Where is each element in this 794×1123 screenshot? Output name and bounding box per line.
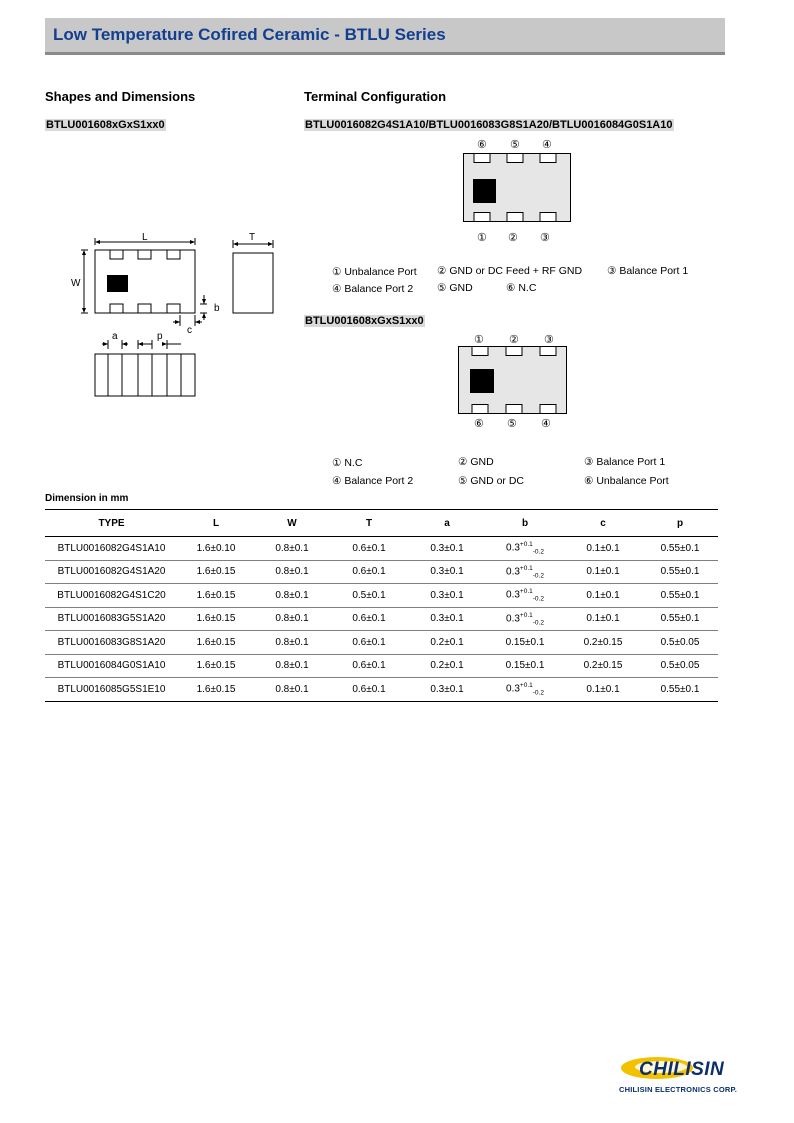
column-header: T — [330, 510, 408, 537]
column-header: b — [486, 510, 564, 537]
table-row — [45, 537, 718, 561]
table-cell: 0.15±0.1 — [486, 654, 564, 678]
table-cell: 0.55±0.1 — [642, 607, 718, 631]
table-cell: 0.6±0.1 — [330, 607, 408, 631]
table-cell: 0.55±0.1 — [642, 678, 718, 702]
config2-legend-item: ⑥ Unbalance Port — [584, 475, 669, 487]
table-cell: 0.1±0.1 — [564, 560, 642, 584]
config1-bottom-pin: ① — [477, 232, 487, 244]
table-row — [45, 631, 718, 655]
table-cell: 0.3±0.1 — [408, 607, 486, 631]
table-cell: 1.6±0.10 — [178, 537, 254, 561]
label-b: b — [214, 303, 220, 314]
config1-package — [463, 150, 573, 226]
label-p: p — [157, 331, 163, 342]
table-cell: BTLU0016083G5S1A20 — [45, 607, 178, 631]
page-header — [45, 18, 725, 55]
config1-legend-item: ⑥ N.C — [506, 282, 537, 294]
column-header: TYPE — [45, 510, 178, 537]
column-header: p — [642, 510, 718, 537]
label-c: c — [187, 325, 192, 336]
table-cell: 0.8±0.1 — [254, 631, 330, 655]
config1-legend-item: ④ Balance Port 2 — [332, 283, 414, 295]
table-cell: BTLU0016082G4S1A20 — [45, 560, 178, 584]
config2-top-pin: ③ — [544, 334, 554, 346]
terminal-title: Terminal Configuration — [304, 89, 447, 104]
dimension-caption: Dimension in mm — [45, 493, 129, 504]
table-cell: 1.6±0.15 — [178, 631, 254, 655]
table-cell: $0.3^{+0.1}_{-0.2}$ — [486, 560, 564, 584]
table-cell: 1.6±0.15 — [178, 654, 254, 678]
logo-wordmark: CHILISIN — [639, 1059, 725, 1080]
table-cell: 0.2±0.1 — [408, 631, 486, 655]
table-cell: 0.6±0.1 — [330, 537, 408, 561]
column-header: c — [564, 510, 642, 537]
table-cell: 0.2±0.15 — [564, 631, 642, 655]
table-cell: 0.1±0.1 — [564, 584, 642, 608]
table-cell: 0.3±0.1 — [408, 560, 486, 584]
table-cell: BTLU0016084G0S1A10 — [45, 654, 178, 678]
table-cell: 0.8±0.1 — [254, 584, 330, 608]
component-side-view — [233, 253, 273, 313]
config2-top-pin: ② — [509, 334, 519, 346]
config1-top-pin: ⑤ — [510, 139, 520, 151]
shapes-title: Shapes and Dimensions — [45, 89, 196, 104]
config2-bottom-pin: ⑥ — [474, 418, 484, 430]
config1-bottom-pin: ③ — [540, 232, 550, 244]
config1-legend-item: ③ Balance Port 1 — [607, 265, 689, 277]
table-cell: BTLU0016083G8S1A20 — [45, 631, 178, 655]
table-cell: 0.6±0.1 — [330, 678, 408, 702]
table-cell: 1.6±0.15 — [178, 560, 254, 584]
config1-bottom-pin: ② — [508, 232, 518, 244]
table-cell: $0.3^{+0.1}_{-0.2}$ — [486, 537, 564, 561]
table-cell: 0.8±0.1 — [254, 607, 330, 631]
config2-legend-item: ① N.C — [332, 457, 363, 469]
table-cell: $0.3^{+0.1}_{-0.2}$ — [486, 607, 564, 631]
label-T: T — [249, 232, 256, 243]
table-row — [45, 654, 718, 678]
config2-bottom-pin: ④ — [541, 418, 551, 430]
table-row — [45, 607, 718, 631]
table-cell: 0.5±0.1 — [330, 584, 408, 608]
table-cell: 0.55±0.1 — [642, 537, 718, 561]
shapes-subtitle: BTLU001608xGxS1xx0 — [46, 119, 165, 131]
company-name: CHILISIN ELECTRONICS CORP. — [619, 1085, 737, 1094]
config2-package — [458, 344, 570, 416]
table-cell: 1.6±0.15 — [178, 584, 254, 608]
table-cell: $0.3^{+0.1}_{-0.2}$ — [486, 678, 564, 702]
config1-legend-item: ⑤ GND — [437, 282, 473, 294]
table-cell: 0.8±0.1 — [254, 654, 330, 678]
column-header: a — [408, 510, 486, 537]
table-cell: 0.6±0.1 — [330, 560, 408, 584]
table-cell: $0.3^{+0.1}_{-0.2}$ — [486, 584, 564, 608]
table-header-row — [45, 510, 718, 537]
table-cell: 0.2±0.1 — [408, 654, 486, 678]
config2-legend-item: ② GND — [458, 456, 494, 468]
table-cell: 0.5±0.05 — [642, 654, 718, 678]
label-L: L — [142, 232, 148, 243]
table-cell: 0.8±0.1 — [254, 678, 330, 702]
label-a: a — [112, 331, 118, 342]
table-cell: 0.2±0.15 — [564, 654, 642, 678]
terminal-config2-subtitle: BTLU001608xGxS1xx0 — [305, 315, 424, 327]
column-header: L — [178, 510, 254, 537]
table-cell: BTLU0016082G4S1C20 — [45, 584, 178, 608]
table-cell: 0.55±0.1 — [642, 584, 718, 608]
table-row — [45, 560, 718, 584]
config2-bottom-pin: ⑤ — [507, 418, 517, 430]
column-header: W — [254, 510, 330, 537]
dimension-table — [45, 509, 718, 702]
table-row — [45, 678, 718, 702]
table-cell: 0.6±0.1 — [330, 654, 408, 678]
table-cell: 0.55±0.1 — [642, 560, 718, 584]
config2-legend-item: ④ Balance Port 2 — [332, 475, 414, 487]
table-cell: 1.6±0.15 — [178, 607, 254, 631]
chilisin-logo — [617, 1050, 749, 1084]
terminal-config1-subtitle: BTLU0016082G4S1A10/BTLU0016083G8S1A20/BTLU0016084G0S1A10 — [305, 119, 673, 131]
table-cell: 0.8±0.1 — [254, 560, 330, 584]
config2-top-pin: ① — [474, 334, 484, 346]
config2-legend-item: ⑤ GND or DC — [458, 475, 524, 487]
table-cell: 0.8±0.1 — [254, 537, 330, 561]
pin1-marker — [107, 275, 128, 292]
table-cell: 0.5±0.05 — [642, 631, 718, 655]
config1-top-pin: ⑥ — [477, 139, 487, 151]
table-cell: 0.3±0.1 — [408, 678, 486, 702]
label-W: W — [71, 278, 81, 289]
table-cell: BTLU0016085G5S1E10 — [45, 678, 178, 702]
table-cell: 0.15±0.1 — [486, 631, 564, 655]
dimension-drawing — [60, 225, 300, 405]
table-cell: 0.1±0.1 — [564, 537, 642, 561]
table-cell: 0.6±0.1 — [330, 631, 408, 655]
config2-legend-item: ③ Balance Port 1 — [584, 456, 666, 468]
config1-top-pin: ④ — [542, 139, 552, 151]
table-cell: 0.1±0.1 — [564, 678, 642, 702]
table-cell: BTLU0016082G4S1A10 — [45, 537, 178, 561]
table-cell: 1.6±0.15 — [178, 678, 254, 702]
component-end-view — [95, 354, 195, 396]
table-cell: 0.3±0.1 — [408, 584, 486, 608]
table-cell: 0.1±0.1 — [564, 607, 642, 631]
table-cell: 0.3±0.1 — [408, 537, 486, 561]
table-row — [45, 584, 718, 608]
page-title: Low Temperature Cofired Ceramic - BTLU Series — [53, 25, 446, 44]
config1-legend-item: ① Unbalance Port — [332, 266, 417, 278]
config1-legend-item: ② GND or DC Feed + RF GND — [437, 265, 583, 277]
